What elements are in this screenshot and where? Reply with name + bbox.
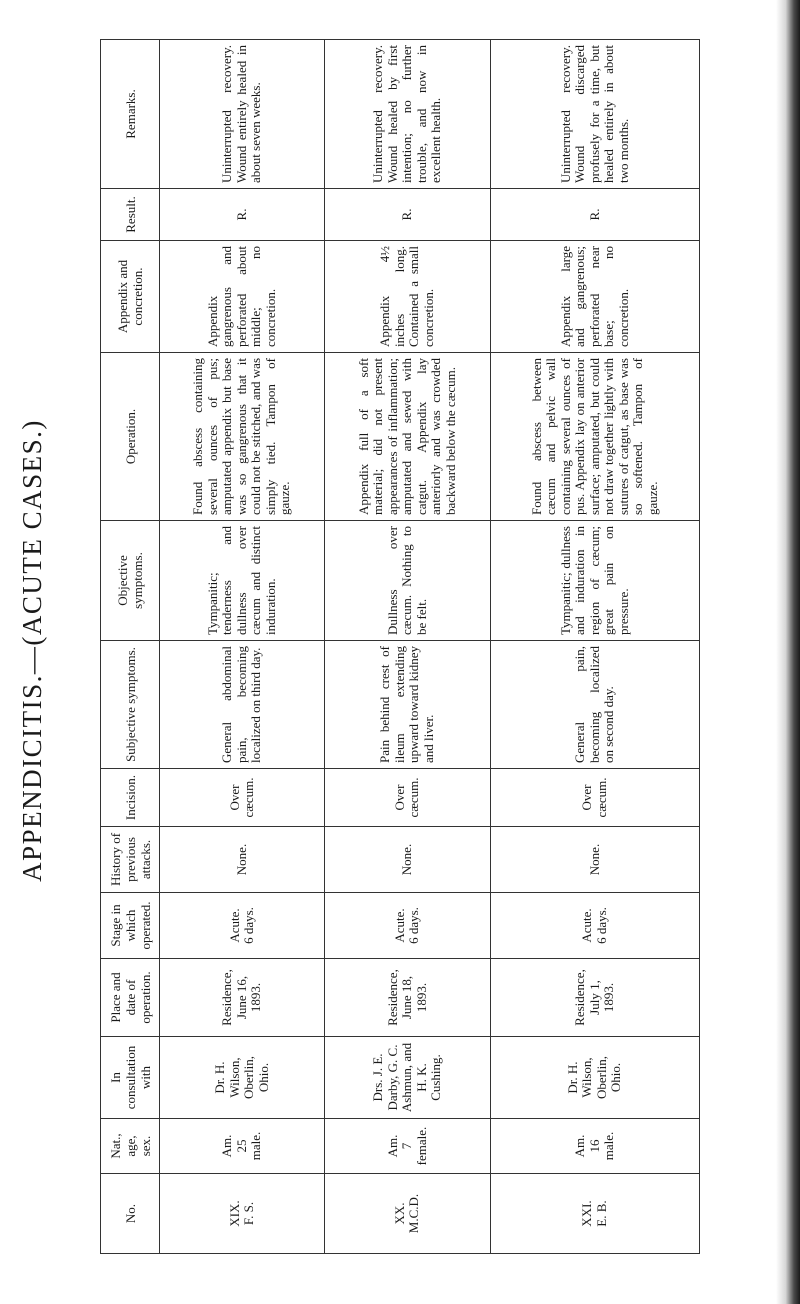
appendix-cell: Appendix 4½ inches long. Contained a small concretion. [325,241,490,353]
header-place-date: Place and date of operation. [101,959,160,1037]
stage-days: 6 days. [593,907,609,944]
cases-table [100,39,700,1254]
stage: Acute. [391,908,407,943]
sex: female. [413,1126,429,1166]
sex: male. [601,1131,617,1161]
stage-days: 6 days. [406,907,422,944]
date: June 18, [399,975,415,1020]
history-cell: None. [325,827,490,893]
stage-cell [490,893,699,959]
case-initials: M.C.D. [406,1193,422,1234]
table-row [490,40,699,1254]
case-number: XIX. [226,1200,242,1227]
operation-cell: Found abscess between cæcum and pelvic wall containing several ounces of pus. Appendix lay on anterior surface; amputated, but could not draw together lightly with sutures of catgut, as base was so softened. Tampon of gauze. [490,353,699,521]
stage-days: 6 days. [241,907,257,944]
case-initials: E. B. [593,1200,609,1227]
page-title-container [14,200,50,1100]
subjective-cell: General pain, becoming localized on second day. [490,641,699,769]
nationality: Am. [384,1134,400,1158]
operation-cell: Found abscess containing several ounces of pus; amputated appendix but base was so gangrenous that it could not be stitched, and was simply tied. Tampon of gauze. [160,353,325,521]
remarks-cell: Uninterrupted recovery. Wound healed by first intention; no further trouble, and now in excellent health. [325,40,490,189]
operation-cell: Appendix full of a soft material; did not present appearances of inflammation; amputated and sewed with catgut. Appendix lay anteriorly and was crowded backward below the cæcum. [325,353,490,521]
header-history: History of previous attacks. [101,827,160,893]
header-incision: Incision. [101,769,160,827]
consultation-cell: Drs. J. E. Darby, G. C. Ashmun, and H. K. Cushing. [325,1037,490,1119]
page-title: APPENDICITIS.—(ACUTE CASES.) [16,418,47,882]
objective-cell: Tympanitic; dullness and induration in region of cæcum; great pain on pressure. [490,521,699,641]
sex: male. [248,1131,264,1161]
nationality: Am. [219,1134,235,1158]
age: 16 [586,1139,602,1153]
table-header-row [101,40,160,1254]
place-date-cell [325,959,490,1037]
date: June 16, [233,975,249,1020]
header-objective: Objective symptoms. [101,521,160,641]
header-subjective: Subjective symptoms. [101,641,160,769]
place-date-cell [490,959,699,1037]
history-cell: None. [490,827,699,893]
case-number: XXI. [579,1200,595,1227]
header-nat-age-sex: Nat., age, sex. [101,1119,160,1174]
table-row [325,40,490,1254]
objective-cell: Dullness over cæcum. Nothing to be felt. [325,521,490,641]
header-result: Result. [101,189,160,241]
year: 1893. [601,982,617,1013]
page-binding-shadow [776,0,800,1304]
consultation-cell: Dr. H. Wilson, Oberlin, Ohio. [490,1037,699,1119]
case-initials: F. S. [241,1201,257,1226]
date: July 1, [586,980,602,1015]
case-number: XX. [391,1202,407,1225]
remarks-cell: Uninterrupted recovery. Wound entirely healed in about seven weeks. [160,40,325,189]
nationality: Am. [572,1134,588,1158]
year: 1893. [413,982,429,1013]
incision-cell: Over cæcum. [160,769,325,827]
stage-cell [160,893,325,959]
subjective-cell: General abdominal pain, becoming localized on third day. [160,641,325,769]
objective-cell: Tympanitic; tenderness and dullness over cæcum and distinct induration. [160,521,325,641]
case-number-cell [325,1174,490,1254]
incision-cell: Over cæcum. [490,769,699,827]
subjective-cell: Pain behind crest of ileum extending upward toward kidney and liver. [325,641,490,769]
result-cell: R. [490,189,699,241]
remarks-cell: Uninterrupted recovery. Wound discarged profusely for a time, but healed entirely in about two months. [490,40,699,189]
appendix-cell: Appendix large and gangrenous; perforated near base; no concretion. [490,241,699,353]
stage-cell [325,893,490,959]
place: Residence, [384,969,400,1026]
header-appendix: Appendix and concretion. [101,241,160,353]
history-cell: None. [160,827,325,893]
age: 25 [233,1139,249,1153]
stage: Acute. [579,908,595,943]
age: 7 [399,1142,415,1150]
place-date-cell [160,959,325,1037]
header-consultation: In consultation with [101,1037,160,1119]
place: Residence, [219,969,235,1026]
header-no: No. [101,1174,160,1254]
year: 1893. [248,982,264,1013]
stage: Acute. [226,908,242,943]
header-remarks: Remarks. [101,40,160,189]
appendix-cell: Appendix gangrenous and perforated about middle; no concretion. [160,241,325,353]
header-operation: Operation. [101,353,160,521]
case-number-cell [490,1174,699,1254]
nat-age-sex-cell [160,1119,325,1174]
rotated-table-container [100,40,700,1254]
nat-age-sex-cell [490,1119,699,1174]
header-stage: Stage in which operated. [101,893,160,959]
result-cell: R. [325,189,490,241]
case-number-cell [160,1174,325,1254]
nat-age-sex-cell [325,1119,490,1174]
table-row [160,40,325,1254]
place: Residence, [572,969,588,1026]
result-cell: R. [160,189,325,241]
incision-cell: Over cæcum. [325,769,490,827]
consultation-cell: Dr. H. Wilson, Oberlin, Ohio. [160,1037,325,1119]
